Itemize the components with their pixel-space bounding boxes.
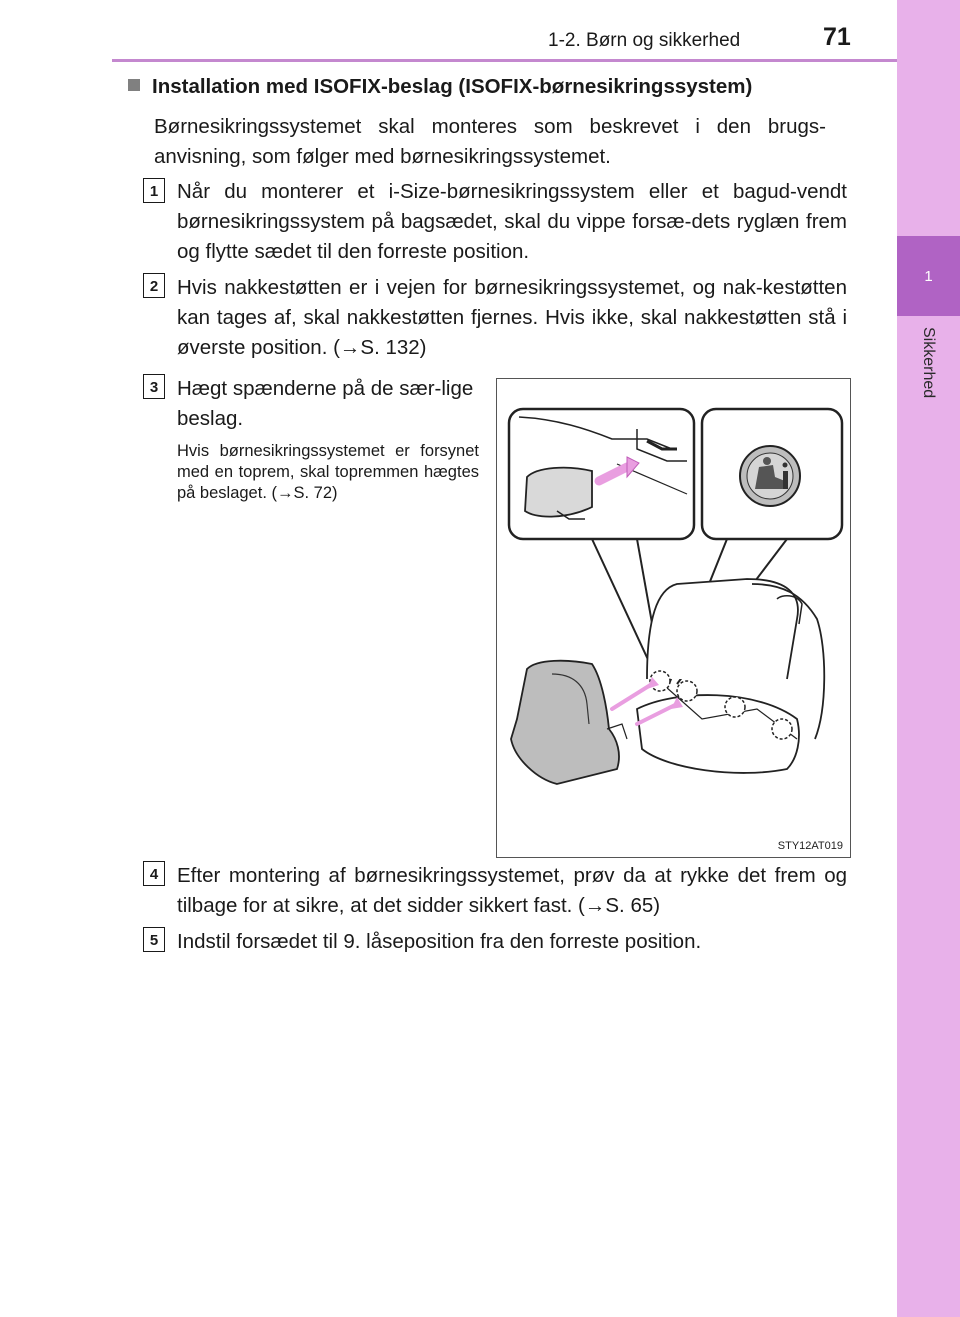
isofix-illustration xyxy=(496,378,851,858)
rear-seat-drawing xyxy=(637,579,824,773)
step-3-text: Hægt spænderne på de sær-lige beslag. xyxy=(177,377,474,430)
step-4-text: Efter montering af børnesikringssystemet, prøv da at rykke det frem og tilbage for at sikre, at det sidder sikkert fast. (→S. 65) xyxy=(177,864,847,917)
isofix-symbol-panel xyxy=(702,409,842,539)
step-2-text: Hvis nakkestøtten er i vejen for børnesikringssystemet, og nak-kestøtten kan tages af, skal nakkestøtten fjernes. Hvis ikke, skal nakkestøtten stå i øverste position. (→S. 132) xyxy=(177,276,847,359)
section-heading-text: Installation med ISOFIX-beslag (ISOFIX-børnesikringssystem) xyxy=(152,75,753,98)
section-title: 1-2. Børn og sikkerhed xyxy=(548,30,741,51)
chapter-number: 1 xyxy=(924,268,933,285)
step-3-note: Hvis børnesikringssystemet er forsynet med en toprem, skal topremmen hægtes på beslaget. (→S. 72) xyxy=(177,442,479,502)
step-number-badge: 1 xyxy=(143,178,165,203)
step-5-text: Indstil forsædet til 9. låseposition fra den forreste position. xyxy=(177,930,702,953)
bullet-square-icon xyxy=(128,79,140,91)
chapter-side-tab xyxy=(897,0,960,1317)
header-rule xyxy=(112,59,897,62)
isofix-illustration-drawing xyxy=(497,379,852,859)
anchor-detail-panel xyxy=(509,409,694,539)
section-heading xyxy=(128,75,752,99)
step-1-text: Når du monterer et i-Size-børnesikringssystem eller et bagud-vendt børnesikringssystem på bagsædet, skal du vippe forsæ-dets ryglæn frem og flytte sædet til den forreste position. xyxy=(177,180,847,263)
step-number-badge: 2 xyxy=(143,273,165,298)
figure-code: STY12AT019 xyxy=(777,840,843,852)
page-number: 71 xyxy=(823,23,851,51)
step-number-badge: 5 xyxy=(143,927,165,952)
step-number-badge: 4 xyxy=(143,861,165,886)
step-number-badge: 3 xyxy=(143,374,165,399)
child-seat-drawing xyxy=(511,661,627,784)
intro-paragraph: Børnesikringssystemet skal monteres som beskrevet i den brugs-anvisning, som følger med børnesikringssystemet. xyxy=(154,115,826,168)
chapter-label: Sikkerhed xyxy=(920,327,937,399)
